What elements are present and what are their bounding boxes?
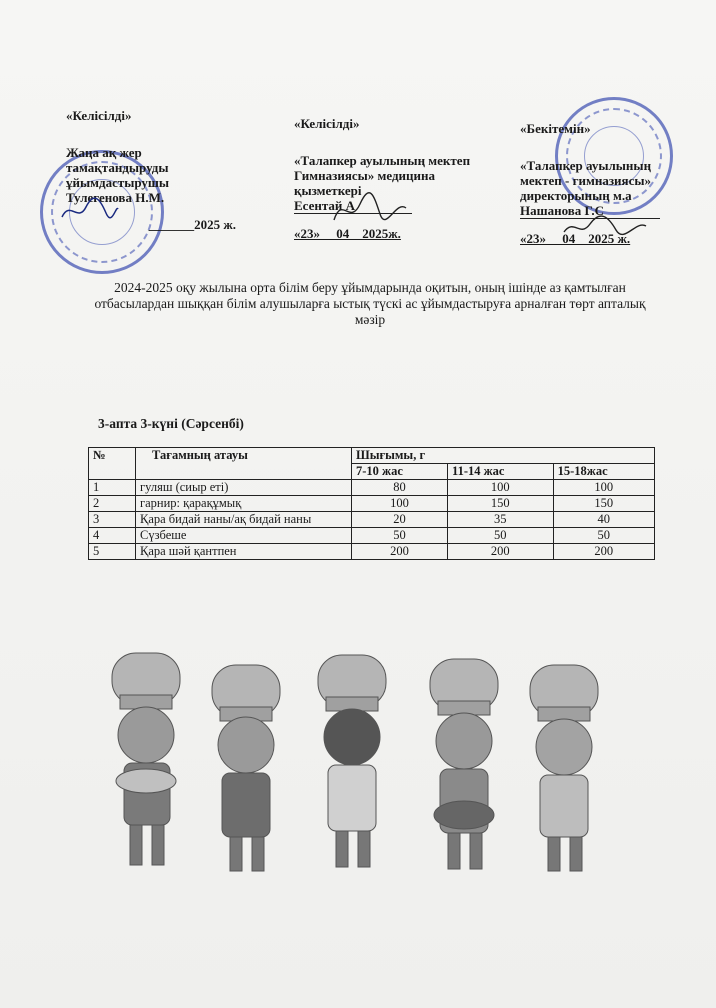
table-row xyxy=(89,480,655,496)
approval-heading: «Келісілді» xyxy=(66,108,132,123)
yield-value: 35 xyxy=(448,512,554,528)
col-header-age: 7-10 жас xyxy=(352,464,448,480)
yield-value: 40 xyxy=(553,512,654,528)
chef-child-3 xyxy=(318,655,386,867)
menu-table xyxy=(88,447,655,560)
chef-child-1 xyxy=(112,653,180,865)
chef-children-illustration xyxy=(90,645,630,885)
approval-heading: «Бекітемін» xyxy=(520,121,591,136)
signature-left xyxy=(60,195,120,225)
table-row xyxy=(89,528,655,544)
dish-name: Қара шәй қантпен xyxy=(136,544,352,560)
table-row xyxy=(89,512,655,528)
approval-line: Тулегенова Н.М. xyxy=(66,190,165,205)
chef-child-2 xyxy=(212,665,280,871)
yield-value: 100 xyxy=(553,480,654,496)
yield-value: 50 xyxy=(553,528,654,544)
col-header-dish: Тағамның атауы xyxy=(136,448,352,480)
dish-name: Сүзбеше xyxy=(136,528,352,544)
week-day-label: 3-апта 3-күні (Сәрсенбі) xyxy=(98,416,244,431)
approval-heading: «Келісілді» xyxy=(294,116,360,131)
table-row xyxy=(89,496,655,512)
approval-date: «23» __04__2025 ж. xyxy=(520,231,631,246)
yield-value: 100 xyxy=(352,496,448,512)
approval-line: Есентай А xyxy=(294,198,412,214)
yield-value: 150 xyxy=(553,496,654,512)
approval-line: Гимназиясы» медицина xyxy=(294,168,436,183)
approval-line: Жаңа ақ жер xyxy=(66,145,142,160)
row-number: 5 xyxy=(89,544,136,560)
yield-value: 200 xyxy=(352,544,448,560)
chef-child-4 xyxy=(430,659,498,869)
dish-name: Қара бидай наны/ақ бидай наны xyxy=(136,512,352,528)
yield-value: 20 xyxy=(352,512,448,528)
approval-line: «Талапкер ауылының мектеп xyxy=(294,153,471,168)
row-number: 4 xyxy=(89,528,136,544)
approval-line: тамақтандыруды xyxy=(66,160,169,175)
yield-value: 150 xyxy=(448,496,554,512)
approval-line: директорының м.а xyxy=(520,188,632,203)
row-number: 3 xyxy=(89,512,136,528)
yield-value: 50 xyxy=(448,528,554,544)
document-title: 2024-2025 оқу жылына орта білім беру ұйымдарында оқитын, оның ішінде аз қамтылған отбасылардан шыққан білім алушыларға ыстық түскі ас ұйымдастыруға арналған төрт апталық мәзір xyxy=(94,280,646,327)
yield-value: 50 xyxy=(352,528,448,544)
dish-name: гарнир: қарақұмық xyxy=(136,496,352,512)
approval-line: «Талапкер ауылының xyxy=(520,158,652,173)
row-number: 1 xyxy=(89,480,136,496)
yield-value: 80 xyxy=(352,480,448,496)
approval-date: _______2025 ж. xyxy=(148,217,236,232)
approval-line: ұйымдастырушы xyxy=(66,175,170,190)
approval-line: қызметкері xyxy=(294,183,362,198)
approval-date: «23» __04__2025ж. xyxy=(294,226,401,241)
col-header-age: 11-14 жас xyxy=(448,464,554,480)
table-row xyxy=(89,544,655,560)
row-number: 2 xyxy=(89,496,136,512)
signature-right xyxy=(560,212,650,242)
chef-child-5 xyxy=(530,665,598,871)
table-header-row xyxy=(89,448,655,464)
signature-middle xyxy=(330,190,410,230)
yield-value: 200 xyxy=(553,544,654,560)
yield-value: 200 xyxy=(448,544,554,560)
approval-line: Нашанова Г.С xyxy=(520,203,660,219)
approval-line: мектеп - гимназиясы» xyxy=(520,173,651,188)
col-header-age: 15-18жас xyxy=(553,464,654,480)
col-header-yield: Шығымы, г xyxy=(352,448,655,464)
col-header-number: № xyxy=(89,448,136,480)
yield-value: 100 xyxy=(448,480,554,496)
dish-name: гуляш (сиыр еті) xyxy=(136,480,352,496)
